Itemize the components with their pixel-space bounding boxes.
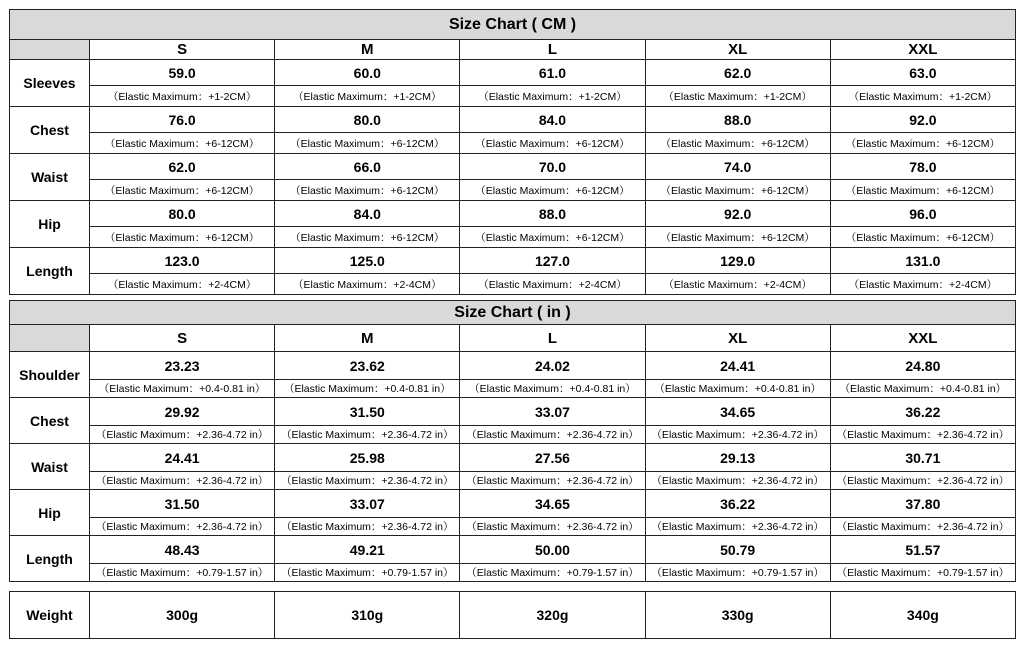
- elastic-maximum-note: （Elastic Maximum：+2.36-4.72 in）: [460, 426, 645, 444]
- measurement-row: [10, 248, 1016, 274]
- row-label-chest: Chest: [10, 107, 90, 154]
- elastic-maximum-note: （Elastic Maximum：+1-2CM）: [460, 86, 645, 107]
- size-header-xl: XL: [645, 40, 830, 60]
- elastic-maximum-note: （Elastic Maximum：+6-12CM）: [830, 133, 1015, 154]
- measurement-value: 36.22: [830, 398, 1015, 426]
- measurement-value: 37.80: [830, 490, 1015, 518]
- elastic-maximum-note: （Elastic Maximum：+2.36-4.72 in）: [645, 518, 830, 536]
- row-label-chest: Chest: [10, 398, 90, 444]
- elastic-maximum-note: （Elastic Maximum：+6-12CM）: [460, 133, 645, 154]
- weight-value: 320g: [460, 592, 645, 639]
- weight-value: 330g: [645, 592, 830, 639]
- elastic-maximum-note: （Elastic Maximum：+0.4-0.81 in）: [645, 380, 830, 398]
- row-label-shoulder: Shoulder: [10, 352, 90, 398]
- elastic-maximum-note: （Elastic Maximum：+2-4CM）: [275, 274, 460, 295]
- elastic-maximum-note: （Elastic Maximum：+2-4CM）: [90, 274, 275, 295]
- elastic-maximum-note: （Elastic Maximum：+6-12CM）: [645, 180, 830, 201]
- measurement-value: 70.0: [460, 154, 645, 180]
- elastic-maximum-note: （Elastic Maximum：+1-2CM）: [90, 86, 275, 107]
- measurement-value: 59.0: [90, 60, 275, 86]
- elastic-maximum-note: （Elastic Maximum：+6-12CM）: [90, 227, 275, 248]
- measurement-row: [10, 490, 1016, 518]
- elastic-maximum-note: （Elastic Maximum：+2.36-4.72 in）: [830, 426, 1015, 444]
- elastic-note-row: [10, 86, 1016, 107]
- measurement-value: 127.0: [460, 248, 645, 274]
- row-label-length: Length: [10, 248, 90, 295]
- measurement-row: [10, 107, 1016, 133]
- measurement-value: 30.71: [830, 444, 1015, 472]
- measurement-value: 29.13: [645, 444, 830, 472]
- measurement-value: 74.0: [645, 154, 830, 180]
- measurement-value: 34.65: [460, 490, 645, 518]
- elastic-maximum-note: （Elastic Maximum：+6-12CM）: [830, 180, 1015, 201]
- measurement-value: 96.0: [830, 201, 1015, 227]
- elastic-maximum-note: （Elastic Maximum：+6-12CM）: [90, 180, 275, 201]
- header-corner-cell: [10, 40, 90, 60]
- measurement-row: [10, 444, 1016, 472]
- measurement-value: 92.0: [830, 107, 1015, 133]
- measurement-value: 24.41: [90, 444, 275, 472]
- elastic-maximum-note: （Elastic Maximum：+2.36-4.72 in）: [645, 426, 830, 444]
- weight-row: [10, 592, 1016, 639]
- size-chart-cm-table: [9, 9, 1016, 295]
- measurement-value: 125.0: [275, 248, 460, 274]
- row-label-length: Length: [10, 536, 90, 582]
- elastic-maximum-note: （Elastic Maximum：+2.36-4.72 in）: [90, 518, 275, 536]
- elastic-maximum-note: （Elastic Maximum：+2.36-4.72 in）: [275, 426, 460, 444]
- header-corner-cell: [10, 325, 90, 352]
- measurement-value: 31.50: [275, 398, 460, 426]
- measurement-value: 48.43: [90, 536, 275, 564]
- measurement-value: 123.0: [90, 248, 275, 274]
- measurement-value: 23.23: [90, 352, 275, 380]
- measurement-value: 88.0: [460, 201, 645, 227]
- elastic-note-row: [10, 564, 1016, 582]
- elastic-maximum-note: （Elastic Maximum：+6-12CM）: [90, 133, 275, 154]
- elastic-maximum-note: （Elastic Maximum：+0.79-1.57 in）: [645, 564, 830, 582]
- elastic-maximum-note: （Elastic Maximum：+6-12CM）: [830, 227, 1015, 248]
- measurement-value: 51.57: [830, 536, 1015, 564]
- measurement-value: 36.22: [645, 490, 830, 518]
- elastic-note-row: [10, 227, 1016, 248]
- measurement-value: 84.0: [460, 107, 645, 133]
- elastic-maximum-note: （Elastic Maximum：+0.79-1.57 in）: [830, 564, 1015, 582]
- elastic-maximum-note: （Elastic Maximum：+2.36-4.72 in）: [275, 518, 460, 536]
- cm-size-header-row: [10, 40, 1016, 60]
- weight-table: [9, 591, 1016, 639]
- measurement-value: 31.50: [90, 490, 275, 518]
- measurement-value: 23.62: [275, 352, 460, 380]
- elastic-maximum-note: （Elastic Maximum：+2-4CM）: [645, 274, 830, 295]
- elastic-maximum-note: （Elastic Maximum：+0.4-0.81 in）: [830, 380, 1015, 398]
- elastic-note-row: [10, 472, 1016, 490]
- measurement-value: 25.98: [275, 444, 460, 472]
- measurement-row: [10, 536, 1016, 564]
- size-header-l: L: [460, 40, 645, 60]
- row-label-waist: Waist: [10, 444, 90, 490]
- elastic-note-row: [10, 426, 1016, 444]
- measurement-value: 66.0: [275, 154, 460, 180]
- in-size-header-row: [10, 325, 1016, 352]
- elastic-maximum-note: （Elastic Maximum：+6-12CM）: [645, 227, 830, 248]
- size-header-m: M: [275, 40, 460, 60]
- measurement-value: 61.0: [460, 60, 645, 86]
- size-header-s: S: [90, 325, 275, 352]
- elastic-note-row: [10, 133, 1016, 154]
- in-table-title: Size Chart ( in ): [10, 301, 1016, 325]
- elastic-maximum-note: （Elastic Maximum：+0.79-1.57 in）: [90, 564, 275, 582]
- elastic-note-row: [10, 518, 1016, 536]
- measurement-value: 88.0: [645, 107, 830, 133]
- elastic-maximum-note: （Elastic Maximum：+2.36-4.72 in）: [460, 472, 645, 490]
- measurement-value: 27.56: [460, 444, 645, 472]
- elastic-maximum-note: （Elastic Maximum：+0.4-0.81 in）: [275, 380, 460, 398]
- elastic-maximum-note: （Elastic Maximum：+0.79-1.57 in）: [460, 564, 645, 582]
- row-label-waist: Waist: [10, 154, 90, 201]
- measurement-value: 62.0: [90, 154, 275, 180]
- elastic-note-row: [10, 380, 1016, 398]
- measurement-value: 24.41: [645, 352, 830, 380]
- measurement-value: 131.0: [830, 248, 1015, 274]
- elastic-maximum-note: （Elastic Maximum：+2-4CM）: [460, 274, 645, 295]
- measurement-value: 24.02: [460, 352, 645, 380]
- elastic-maximum-note: （Elastic Maximum：+0.79-1.57 in）: [275, 564, 460, 582]
- elastic-note-row: [10, 274, 1016, 295]
- measurement-value: 33.07: [275, 490, 460, 518]
- elastic-maximum-note: （Elastic Maximum：+2.36-4.72 in）: [275, 472, 460, 490]
- elastic-maximum-note: （Elastic Maximum：+0.4-0.81 in）: [90, 380, 275, 398]
- measurement-value: 29.92: [90, 398, 275, 426]
- row-label-sleeves: Sleeves: [10, 60, 90, 107]
- elastic-note-row: [10, 180, 1016, 201]
- elastic-maximum-note: （Elastic Maximum：+2.36-4.72 in）: [90, 472, 275, 490]
- elastic-maximum-note: （Elastic Maximum：+1-2CM）: [275, 86, 460, 107]
- measurement-value: 33.07: [460, 398, 645, 426]
- measurement-value: 50.79: [645, 536, 830, 564]
- measurement-value: 24.80: [830, 352, 1015, 380]
- measurement-value: 34.65: [645, 398, 830, 426]
- measurement-row: [10, 60, 1016, 86]
- size-chart-in-table: [9, 300, 1016, 582]
- weight-value: 300g: [90, 592, 275, 639]
- measurement-value: 129.0: [645, 248, 830, 274]
- elastic-maximum-note: （Elastic Maximum：+2-4CM）: [830, 274, 1015, 295]
- measurement-value: 76.0: [90, 107, 275, 133]
- weight-value: 340g: [830, 592, 1015, 639]
- elastic-maximum-note: （Elastic Maximum：+6-12CM）: [275, 227, 460, 248]
- measurement-value: 63.0: [830, 60, 1015, 86]
- size-header-xxl: XXL: [830, 325, 1015, 352]
- elastic-maximum-note: （Elastic Maximum：+1-2CM）: [645, 86, 830, 107]
- measurement-value: 80.0: [275, 107, 460, 133]
- measurement-value: 60.0: [275, 60, 460, 86]
- measurement-row: [10, 154, 1016, 180]
- row-label-hip: Hip: [10, 201, 90, 248]
- cm-table-title: Size Chart ( CM ): [10, 10, 1016, 40]
- size-header-l: L: [460, 325, 645, 352]
- measurement-value: 50.00: [460, 536, 645, 564]
- elastic-maximum-note: （Elastic Maximum：+2.36-4.72 in）: [830, 472, 1015, 490]
- measurement-value: 80.0: [90, 201, 275, 227]
- measurement-row: [10, 352, 1016, 380]
- weight-label: Weight: [10, 592, 90, 639]
- elastic-maximum-note: （Elastic Maximum：+2.36-4.72 in）: [645, 472, 830, 490]
- measurement-value: 49.21: [275, 536, 460, 564]
- elastic-maximum-note: （Elastic Maximum：+0.4-0.81 in）: [460, 380, 645, 398]
- measurement-value: 84.0: [275, 201, 460, 227]
- elastic-maximum-note: （Elastic Maximum：+6-12CM）: [460, 180, 645, 201]
- measurement-value: 78.0: [830, 154, 1015, 180]
- row-label-hip: Hip: [10, 490, 90, 536]
- elastic-maximum-note: （Elastic Maximum：+2.36-4.72 in）: [460, 518, 645, 536]
- size-header-s: S: [90, 40, 275, 60]
- elastic-maximum-note: （Elastic Maximum：+6-12CM）: [460, 227, 645, 248]
- elastic-maximum-note: （Elastic Maximum：+6-12CM）: [275, 180, 460, 201]
- size-header-xxl: XXL: [830, 40, 1015, 60]
- elastic-maximum-note: （Elastic Maximum：+2.36-4.72 in）: [90, 426, 275, 444]
- elastic-maximum-note: （Elastic Maximum：+2.36-4.72 in）: [830, 518, 1015, 536]
- elastic-maximum-note: （Elastic Maximum：+6-12CM）: [645, 133, 830, 154]
- elastic-maximum-note: （Elastic Maximum：+6-12CM）: [275, 133, 460, 154]
- measurement-value: 62.0: [645, 60, 830, 86]
- weight-value: 310g: [275, 592, 460, 639]
- measurement-value: 92.0: [645, 201, 830, 227]
- measurement-row: [10, 201, 1016, 227]
- measurement-row: [10, 398, 1016, 426]
- size-header-m: M: [275, 325, 460, 352]
- size-header-xl: XL: [645, 325, 830, 352]
- elastic-maximum-note: （Elastic Maximum：+1-2CM）: [830, 86, 1015, 107]
